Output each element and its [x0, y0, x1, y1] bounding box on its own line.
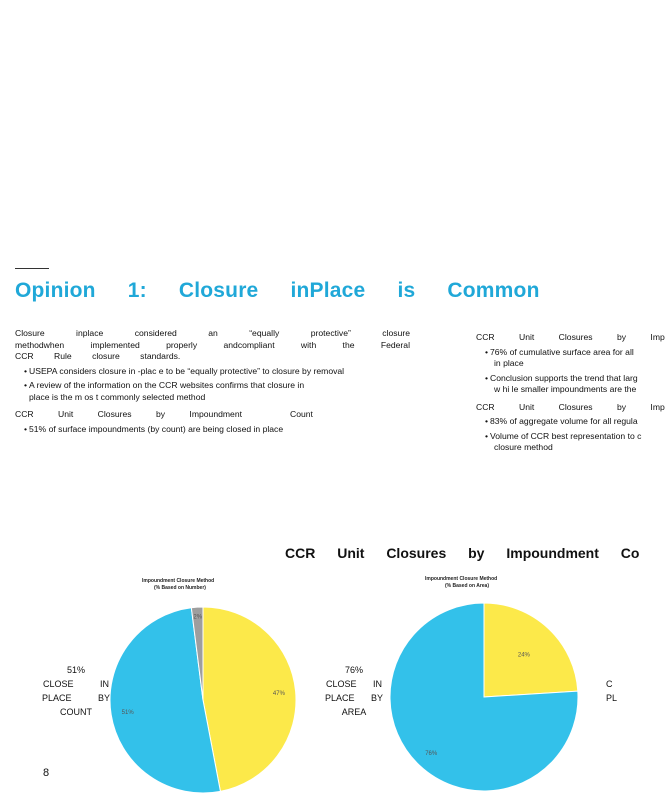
- list-item-line: Volume of CCR best representation to c: [490, 430, 642, 441]
- subheading-text: CCR Unit Closures by Impoundment: [15, 409, 242, 419]
- pie-slice-label: 24%: [517, 652, 530, 659]
- stat-percent: 51%: [66, 665, 85, 675]
- pie-slice-label: 47%: [272, 690, 285, 697]
- stat-line: PLACE BY: [324, 693, 384, 703]
- stat-line: CLOSE IN: [325, 679, 382, 689]
- pie-slice-label: 76%: [425, 751, 438, 758]
- list-item-line: 76% of cumulative surface area for all: [490, 346, 634, 357]
- legend-line: Impoundment Closure Method: [425, 576, 498, 582]
- stat-line: AREA: [341, 707, 367, 717]
- legend-line: Impoundment Closure Method: [142, 578, 215, 584]
- title-rule: [15, 268, 49, 269]
- legend-line: (% Based on Area): [445, 583, 489, 589]
- intro-paragraph: Closure inplace considered an “equally protective” closure methodwhen implemented properly andcompliant with the Federal CCR Rule closure standards.: [15, 328, 410, 361]
- charts-title: CCR Unit Closures by Impoundment Co: [285, 545, 640, 561]
- list-item: • A review of the information on the CCR websites confirms that closure in place is the m os t commonly selected method: [15, 380, 319, 403]
- pie-chart-area: [378, 597, 588, 800]
- list-item-line: Conclusion supports the trend that larg: [490, 372, 638, 383]
- stat-line: C: [606, 679, 613, 689]
- stat-percent: 76%: [344, 665, 363, 675]
- list-item: • USEPA considers closure in -plac e to be “equally protective” to closure by removal: [15, 366, 410, 378]
- list-item: • 51% of surface impoundments (by count) are being closed in place: [15, 424, 410, 436]
- page-number: 8: [43, 767, 50, 779]
- legend-line: (% Based on Number): [154, 585, 206, 591]
- list-item: [476, 431, 656, 454]
- list-item-line: w hi le smaller impoundments are the: [494, 384, 637, 394]
- bullet-list-4: [476, 416, 656, 454]
- stat-volume-partial: [606, 677, 618, 705]
- stat-line: PLACE BY: [41, 693, 111, 703]
- list-item-line: in place: [494, 358, 524, 368]
- pie-slice: [484, 603, 578, 697]
- list-item: [476, 347, 656, 370]
- right-column: [476, 332, 665, 457]
- bullet-list-2: [15, 424, 410, 436]
- stat-line: PL: [606, 693, 618, 703]
- left-column: [15, 328, 410, 438]
- list-item-line: closure method: [494, 442, 553, 452]
- legend-area: [425, 576, 497, 590]
- subheading-area: CCR Unit Closures by Imp: [476, 332, 665, 342]
- pie-slice: [203, 607, 296, 791]
- list-item: [476, 373, 656, 396]
- subheading-count: [15, 409, 410, 421]
- pie-slice-label: 51%: [121, 709, 134, 716]
- bullet-list-3: [476, 347, 656, 396]
- stat-line: COUNT: [60, 707, 92, 717]
- pie-chart-count: [100, 600, 310, 800]
- list-item-line: 83% of aggregate volume for all regula: [490, 416, 638, 426]
- stat-area: [322, 663, 386, 719]
- subheading-volume: CCR Unit Closures by Imp: [476, 401, 665, 412]
- slide-title: Opinion 1: Closure inPlace is Common: [15, 279, 540, 302]
- stat-line: CLOSE IN: [42, 679, 109, 689]
- list-item: [476, 416, 656, 428]
- subheading-suffix: Count: [290, 409, 313, 419]
- pie-slice-label: 2%: [193, 614, 203, 621]
- bullet-list-1: [15, 366, 410, 404]
- legend-count: [142, 578, 214, 592]
